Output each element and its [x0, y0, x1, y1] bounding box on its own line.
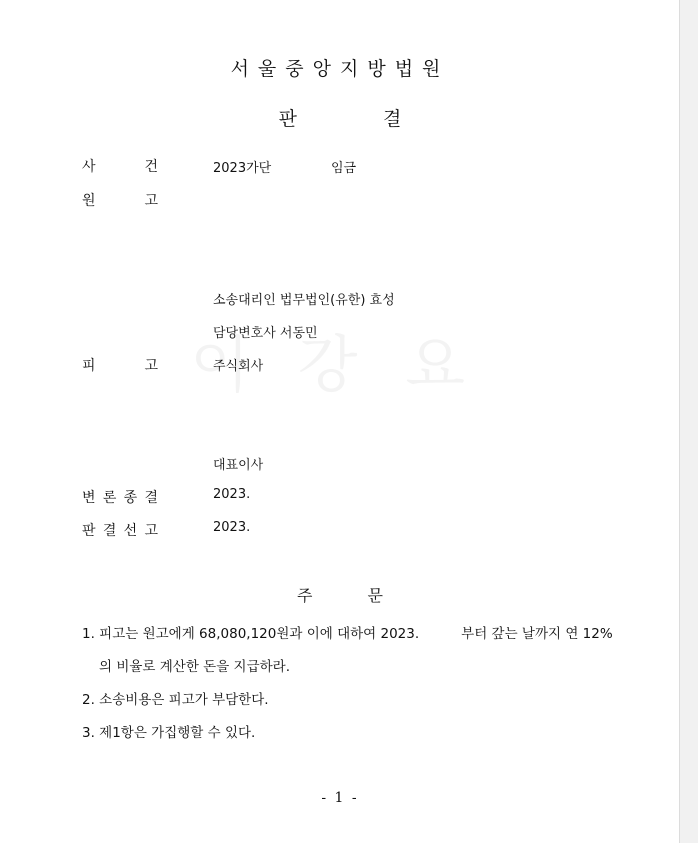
watermark — [190, 315, 479, 404]
order-item-2: 2. 소송비용은 피고가 부담한다. — [82, 692, 269, 708]
order-item-1-continued: 의 비율로 계산한 돈을 지급하라. — [99, 659, 290, 675]
case-name: 임금 — [331, 161, 357, 176]
judgment-label: 판 결 선 고 — [82, 523, 158, 539]
closing-date: 2023. — [213, 487, 251, 502]
case-label: 사 건 — [82, 159, 158, 175]
order-item-1-part1: 1. 피고는 원고에게 68,080,120원과 이에 대하여 2023. — [82, 626, 420, 642]
order-item-1-part2: 부터 갚는 날까지 연 12% — [461, 626, 613, 642]
plaintiff-counsel: 소송대리인 법무법인(유한) 효성 — [213, 293, 395, 308]
plaintiff-attorney: 담당변호사 서동민 — [213, 326, 318, 341]
closing-label: 변 론 종 결 — [82, 490, 158, 506]
judgment-date: 2023. — [213, 520, 251, 535]
defendant-name: 주식회사 — [213, 359, 264, 374]
order-title: 주 문 — [297, 586, 383, 605]
court-name: 서울중앙지방법원 — [230, 58, 450, 80]
defendant-label: 피 고 — [82, 358, 158, 374]
defendant-representative: 대표이사 — [213, 458, 264, 473]
order-item-1 — [82, 622, 613, 642]
document-title: 판 결 — [278, 108, 402, 130]
page-edge — [679, 0, 698, 843]
order-item-3: 3. 제1항은 가집행할 수 있다. — [82, 725, 256, 741]
case-number: 2023가단 — [213, 161, 272, 176]
plaintiff-label: 원 고 — [82, 193, 158, 209]
page-number: - 1 - — [321, 790, 359, 806]
